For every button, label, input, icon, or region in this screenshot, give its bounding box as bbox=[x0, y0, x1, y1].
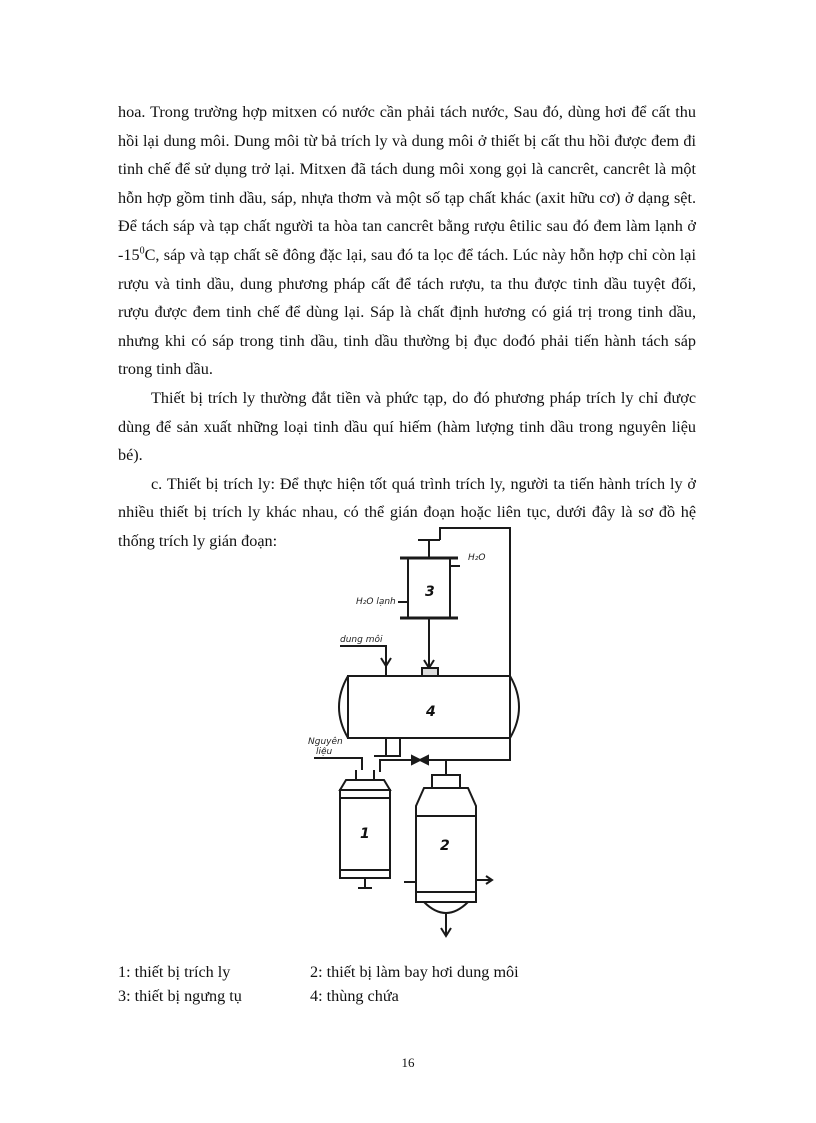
legend-item-3: 3: thiết bị ngưng tụ bbox=[118, 987, 242, 1005]
paragraph-1-part-a: hoa. Trong trường hợp mitxen có nước cần phải tách nước, Sau đó, dùng hơi để cất thu hồi lại dung môi. Dung môi từ bả trích ly và dung môi ở thiết bị cất thu hồi được đem đi tinh chế để sử dụng trở lại. Mitxen đã tách dung môi xong gọi là cancrêt, cancrêt là một hỗn hợp gồm tinh dầu, sáp, nhựa thơm và một số tạp chất khác (axit hữu cơ) ở dạng sệt. Để tách sáp và tạp chất người ta hòa tan cancrêt bằng rượu êtilic sau đó đem làm lạnh ở -15 bbox=[118, 103, 696, 264]
label-raw-material: Nguyên bbox=[308, 737, 343, 747]
paragraph-1 bbox=[118, 98, 696, 384]
paragraph-1-part-b: C, sáp và tạp chất sẽ đông đặc lại, sau đó ta lọc để tách. Lúc này hỗn hợp chỉ còn lại rượu và tinh dầu, dung phương pháp cất để tách rượu, ta thu được tinh dầu tuyệt đối, rượu được đem tinh chế để dùng lại. Sáp là chất định hương có giá trị trong tinh dầu, nhưng khi có sáp trong tinh dầu, tinh dầu thường bị đục dođó phải tiến hành tách sáp trong tinh dầu. bbox=[118, 245, 696, 379]
legend-row-2 bbox=[118, 984, 519, 1008]
figure-legend bbox=[118, 960, 519, 1008]
legend-row-1 bbox=[118, 960, 519, 984]
label-h2o-cold: H₂O lạnh bbox=[356, 597, 396, 607]
degree-superscript: 0 bbox=[139, 245, 145, 257]
label-solvent: dung môi bbox=[340, 635, 383, 645]
paragraph-3: c. Thiết bị trích ly: Để thực hiện tốt quá trình trích ly, người ta tiến hành trích ly ở nhiều thiết bị trích ly khác nhau, có thể gián đoạn hoặc liên tục, dưới đây là sơ đồ hệ thống trích ly gián đoạn: bbox=[118, 474, 696, 550]
body-text bbox=[118, 98, 696, 556]
label-h2o: H₂O bbox=[468, 553, 486, 563]
label-1: 1 bbox=[360, 826, 370, 842]
legend-item-1: 1: thiết bị trích ly bbox=[118, 963, 231, 981]
label-raw-material-2: liệu bbox=[316, 747, 333, 757]
legend-item-4: 4: thùng chứa bbox=[310, 987, 399, 1005]
label-2: 2 bbox=[440, 838, 450, 854]
page-number: 16 bbox=[401, 1055, 415, 1070]
extraction-system-diagram bbox=[300, 520, 540, 950]
label-4: 4 bbox=[426, 704, 436, 720]
legend-item-2: 2: thiết bị làm bay hơi dung môi bbox=[310, 963, 519, 981]
label-3: 3 bbox=[425, 584, 435, 600]
paragraph-2: Thiết bị trích ly thường đắt tiền và phức tạp, do đó phương pháp trích ly chỉ được dùng để sản xuất những loại tinh dầu quí hiếm (hàm lượng tinh dầu trong nguyên liệu bé). bbox=[118, 388, 696, 465]
